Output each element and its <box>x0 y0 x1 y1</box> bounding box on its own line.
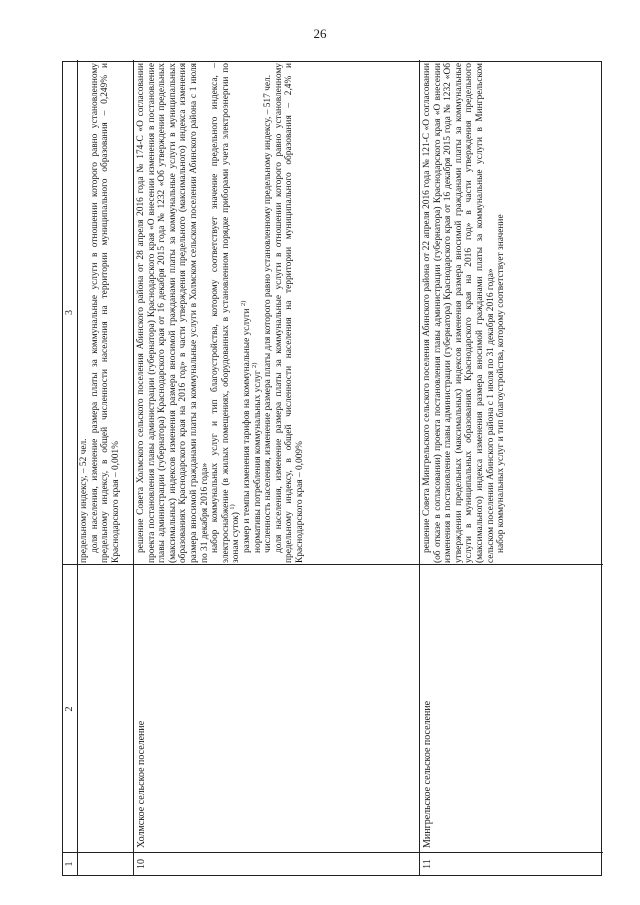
document-table <box>62 61 602 876</box>
row-line: численность населения, изменение размера платы для которого равно установленному предельному индексу, – 517 чел. <box>263 74 274 553</box>
row-description <box>422 63 507 563</box>
settlement-name: Мингрельское сельское поселение <box>422 700 433 848</box>
row-line: предельному индексу, – 52 чел. <box>79 438 89 563</box>
row-line: доля населения, изменение размера платы за коммунальные услуги в отношении которого равно установленному предельному индексу, в общей численности населения на территории муниципального образования – 2,4% и Краснодарского края – 0,009% <box>273 63 305 563</box>
row-line: решение Совета Холмского сельского поселения Абинского района от 28 апреля 2016 года № 174-С «О согласовании проекта постановления главы администрации (губернатора) Краснодарского края «О внесении изменения в постановление главы администрации (губернатора) Краснодарского края от 16 декабря 2015 года № 1232 «Об утверждении предельных (максимальных) индексов изменения размера вносимой гражданами платы за коммунальные услуги в муниципальных образованиях Краснодарского края на 2016 год» в части утверждения предельного (максимального) индекса изменения размера вносимой гражданами платы за коммунальные услуги в Холмском сельском поселении Абинского района с 1 июля по 31 декабря 2016 года» <box>136 63 210 563</box>
row-divider <box>419 60 420 875</box>
header-col-1: 1 <box>64 861 75 867</box>
row-line: набор коммунальных услуг и тип благоустройства, которому соответствует значение <box>496 214 507 553</box>
rotated-table <box>62 61 602 876</box>
page-number: 26 <box>313 26 327 41</box>
header-col-2: 2 <box>64 706 75 712</box>
row-line: решение Совета Мингрельского сельского поселения Абинского района от 22 апреля 2016 года № 121-С «О согласовании (об отказе в согласовании) проекта постановления главы администрации (губернатора) Краснодарского края «О внесении изменения в постановление главы администрации (губернатора) Краснодарского края от 16 декабря 2015 года № 1232 «Об утверждении предельных (максимальных) индексов изменения размера вносимой гражданами платы за коммунальные услуги в муниципальных образованиях Краснодарского края на 2016 год» в части утверждения предельного (максимального) индекса изменения размера вносимой гражданами платы за коммунальные услуги в Мингрельском сельском поселении Абинского района с 1 июля по 31 декабря 2016 года» <box>422 63 496 563</box>
footnote-mark: 2) <box>239 300 247 306</box>
footnote-mark: 2) <box>250 362 258 368</box>
settlement-name: Холмское сельское поселение <box>136 720 147 848</box>
row-line: нормативы потребления коммунальных услуг $^{2)}$ <box>250 362 263 553</box>
header-col-3: 3 <box>64 310 75 315</box>
row-line: набор коммунальных услуг и тип благоустройства, которому соответствует значение предельного индекса, – электроснабжение (в жилых помещениях, оборудованных в установленном порядке приборами учета электроэнергии по зонам суток) $^{1)}$ <box>210 63 242 563</box>
row-number: 11 <box>422 859 433 869</box>
header-rule <box>77 60 78 875</box>
footnote-mark: 1) <box>229 504 237 510</box>
row-description <box>136 63 306 563</box>
row-line: доля населения, изменение размера платы за коммунальные услуги в отношении которого равно установленному предельному индексу, в общей численности населения на территории муниципального образования – 0,249% и Краснодарского края – 0,001% <box>89 63 121 563</box>
row-divider <box>133 60 134 875</box>
row-number: 10 <box>136 859 147 869</box>
row-continuation-text <box>79 63 121 563</box>
row-line: размер и темпы изменения тарифов на коммунальные услуги $^{2)}$ <box>239 300 252 553</box>
